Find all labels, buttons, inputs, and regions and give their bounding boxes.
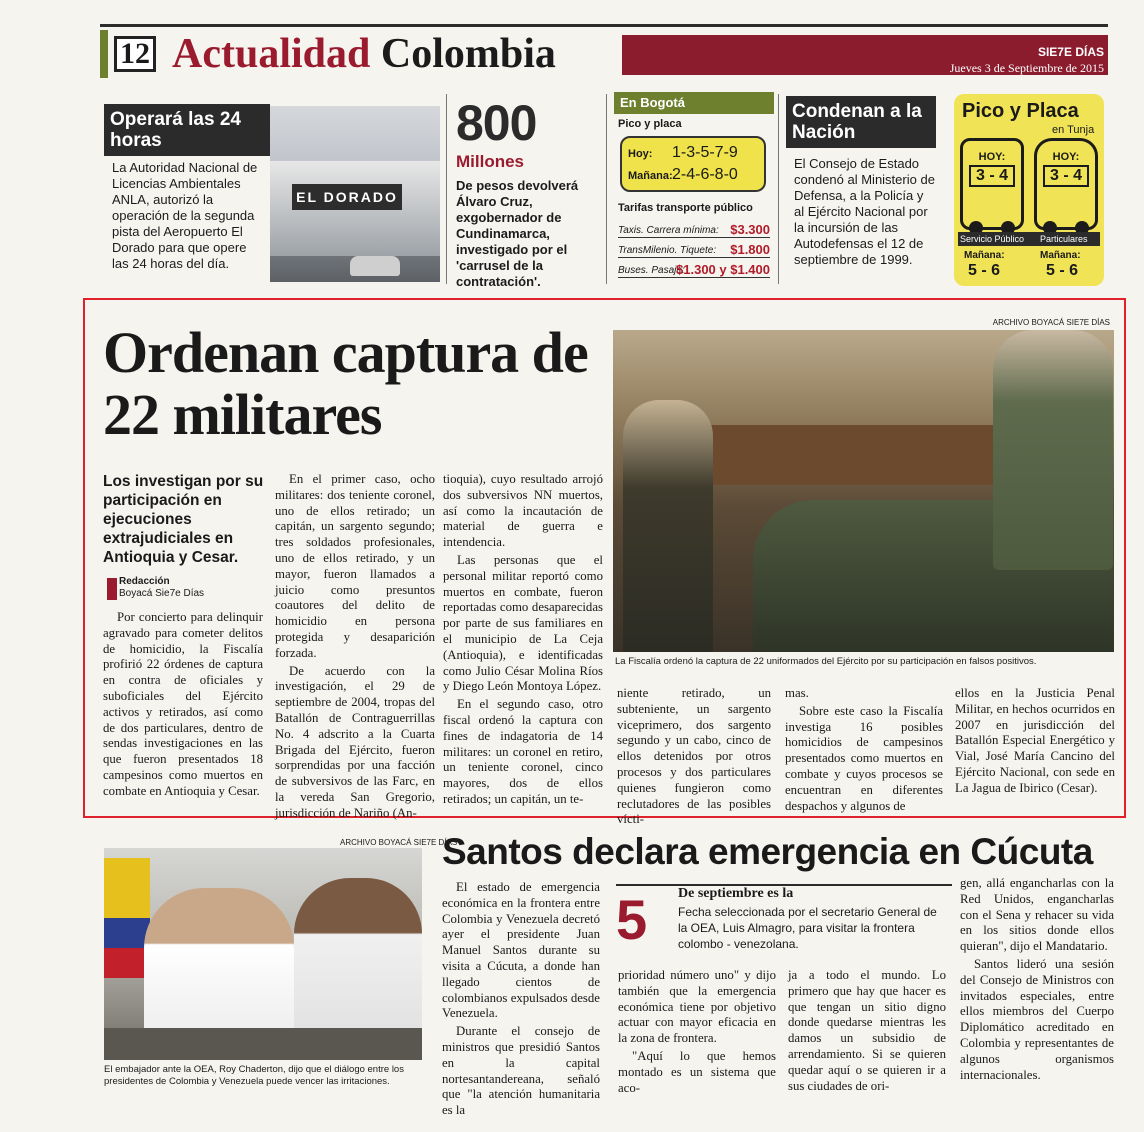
brief-millones-text: De pesos devolverá Álvaro Cruz, exgobernador de Cundinamarca, investigado por el 'carrusel de la contratación'. <box>456 178 579 289</box>
pico-placa-label: Pico y placa <box>618 118 682 130</box>
main-photo-caption: La Fiscalía ordenó la captura de 22 uniformados del Ejército por su participación en falsos positivos. <box>615 656 1037 667</box>
publico-manana-value: 5 - 6 <box>968 262 1001 279</box>
publico-manana-label: Mañana: <box>964 250 1005 261</box>
particular-manana-value: 5 - 6 <box>1046 262 1079 279</box>
paragraph: El estado de emergencia económica en la frontera entre Colombia y Venezuela decretó ayer el presidente Juan Manuel Santos durante su visita a Cúcuta, a donde han llegado cientos de colombianos expulsados desde Venezuela. <box>442 880 600 1021</box>
plate-manana-value: 2-4-6-8-0 <box>672 166 738 183</box>
second-col-4 <box>960 876 1114 1083</box>
paragraph: ellos en la Justicia Penal Militar, en hechos ocurridos en 2007 en jurisdicción del Batallón Especial Energético y Vial, José María Cancino del Ejército Nacional, con sede en La Jagua de Ibirico (Cesar). <box>955 686 1115 795</box>
airport-photo <box>270 106 440 282</box>
brief-anla <box>104 94 444 284</box>
paragraph: gen, allá engancharlas con la Red Unidos, engancharlas con el Sena y rehacer su vida en los sitios donde ellos quieran", dijo el Mandatario. <box>960 876 1114 954</box>
plate-hoy-value: 1-3-5-7-9 <box>672 144 738 161</box>
tarifa-row <box>618 240 770 258</box>
paragraph: De acuerdo con la investigación, el 29 de septiembre de 2004, tropas del Batallón de Contraguerrillas No. 4 adscrito a la Cuarta Brigada del Ejército, fueron sorprendidas por una facción de subversivos de las Farc, en la vereda San Gregorio, jurisdicción de Nariño (An- <box>275 663 435 820</box>
tarifas-title: Tarifas transporte público <box>618 202 753 214</box>
car-hoy-label: HOY: <box>1052 151 1080 163</box>
tarifa-value: $1.300 y $1.400 <box>676 262 770 277</box>
main-col-3 <box>443 472 603 808</box>
diplomats-photo <box>104 848 422 1060</box>
brief-millones-number: 800 <box>456 95 537 151</box>
main-headline: Ordenan captura de 22 militares <box>103 320 588 447</box>
brief-condenan-headline: Condenan a la Nación <box>786 96 936 148</box>
brief-millones-label: Millones <box>456 152 525 171</box>
main-photo-credit: ARCHIVO BOYACÁ SIE7E DÍAS <box>992 318 1110 327</box>
issue-date: Jueves 3 de Septiembre de 2015 <box>949 61 1104 75</box>
paragraph: Por concierto para delinquir agravado para cometer delitos de homicidio, la Fiscalía profirió 22 órdenes de captura en contra de oficiales y suboficiales del Ejército activos y retirados, así como de dos particulares, dentro de sendas investigaciones en las que fueron presentados 18 campesinos como muertos en combate en Antioquia y Cesar. <box>103 610 263 798</box>
brief-millones <box>452 94 602 289</box>
tarifa-label: Buses. Pasaje: <box>618 265 685 276</box>
paragraph: niente retirado, un subteniente, un sargento viceprimero, dos sargento segundo y un cabo, cinco de ellos detenidos por otros procesos y dos particulares quienes fungieron como reclutadores de las posibles vícti- <box>617 686 771 827</box>
main-col-2 <box>275 472 435 822</box>
court-hearing-photo <box>613 330 1114 652</box>
page-header <box>100 24 1108 78</box>
particular-caption: Particulares <box>1040 234 1088 244</box>
main-col-4 <box>617 686 771 828</box>
plate-row-manana <box>628 166 738 184</box>
second-photo-credit: ARCHIVO BOYACÁ SIE7E DÍAS <box>340 838 458 847</box>
second-col-1 <box>442 880 600 1119</box>
tunja-subtitle: en Tunja <box>1052 124 1095 136</box>
section-title-part2: Colombia <box>380 31 556 77</box>
bus-hoy-label: HOY: <box>978 151 1006 163</box>
brief-tunja <box>954 94 1104 286</box>
section-title <box>172 31 556 77</box>
main-deck: Los investigan por su participación en ejecuciones extrajudiciales en Antioquia y Cesar. <box>103 473 264 566</box>
brief-anla-text: La Autoridad Nacional de Licencias Ambientales ANLA, autorizó la operación de la segunda pista del Aeropuerto El Dorado para que opere las 24 horas del día. <box>112 160 258 271</box>
tarifa-label: Taxis. Carrera mínima: <box>618 225 719 236</box>
fact-heading: De septiembre es la <box>678 886 794 901</box>
column-rule <box>446 94 447 284</box>
byline-marker <box>107 578 117 600</box>
section-title-part1: Actualidad <box>172 31 371 77</box>
brief-anla-headline: Operará las 24 horas <box>104 104 270 156</box>
airport-sign-text: EL DORADO <box>292 184 402 210</box>
header-accent-bar <box>100 30 108 78</box>
tarifa-row <box>618 220 770 238</box>
fact-text: Fecha seleccionada por el secretario General de la OEA, Luis Almagro, para visitar la frontera colombo - venezolana. <box>678 905 937 951</box>
column-rule <box>778 94 779 284</box>
header-band <box>622 35 1108 75</box>
plate-hoy-label: Hoy: <box>628 148 653 160</box>
byline <box>119 576 204 600</box>
brief-condenan-text: El Consejo de Estado condenó al Ministerio de Defensa, a la Policía y al Ejército Nacional por la incursión de las Autodefensas el 12 de septiembre de 1999. <box>794 156 935 267</box>
tarifa-value: $1.800 <box>730 242 770 257</box>
page-number: 12 <box>114 36 156 72</box>
plate-box <box>620 136 766 192</box>
paragraph: ja a todo el mundo. Lo primero que hay que hacer es que tengan un sitio digno donde quedarse mientras les damos un subsidio de arrendamiento. Si se quieren quedar aquí o se quieren ir a sus ciudades de ori- <box>788 968 946 1093</box>
main-col-6 <box>955 686 1115 797</box>
tunja-title: Pico y Placa <box>962 100 1079 122</box>
fact-number: 5 <box>616 888 648 951</box>
paragraph: prioridad número uno" y dijo también que la emergencia económica tiene por objetivo actuar con mayor eficacia en la zona de frontera. <box>618 968 776 1046</box>
brief-condenan <box>786 94 946 284</box>
plate-row-hoy <box>628 144 738 162</box>
plate-manana-label: Mañana: <box>628 170 673 182</box>
paragraph: Santos lideró una sesión del Consejo de Ministros con invitados especiales, entre ellos miembros del Cuerpo Diplomático acreditado en Colombia y representantes de algunos organismos internacionales. <box>960 956 1114 1082</box>
second-headline: Santos declara emergencia en Cúcuta <box>442 831 1093 872</box>
second-col-3 <box>788 968 946 1094</box>
car-icon <box>1034 138 1098 230</box>
main-article <box>83 298 1126 827</box>
tarifa-row <box>618 260 770 278</box>
newspaper-brand: SIE7E DÍAS <box>1037 45 1104 59</box>
paragraph: Sobre este caso la Fiscalía investiga 16 posibles homicidios de campesinos presentados como muertos en combate y cuyos procesos se encuentran en diferentes despachos y algunos de <box>785 703 943 813</box>
paragraph: En el primer caso, ocho militares: dos teniente coronel, uno de ellos retirado; un capitán, un sargento segundo; tres soldados profesionales, uno de ellos retirado, y un mayor, fueron llamados a juicio como presuntos coautores del delito de homicidio en persona protegida y desaparición forzada. <box>275 472 435 660</box>
tarifa-value: $3.300 <box>730 222 770 237</box>
brief-bogota-header: En Bogotá <box>614 92 774 114</box>
publico-caption: Servicio Público <box>960 234 1025 244</box>
main-col-1 <box>103 610 263 800</box>
paragraph: Las personas que el personal militar reportó como muertos en combate, fueron reportadas como desaparecidas por parte de sus familiares en el municipio de La Ceja (Antioquia), e identificadas como Julio César Molina Ríos y Diego León Montoya López. <box>443 552 603 694</box>
brief-bogota <box>614 92 774 288</box>
paragraph: En el segundo caso, otro fiscal ordenó la captura con fines de indagatoria de 14 militares: un coronel en retiro, un teniente coronel, cinco mayores, dos de ellos retirados; un capitán, un te- <box>443 697 603 806</box>
byline-outlet: Boyacá Sie7e Días <box>119 588 205 599</box>
car-hoy-value: 3 - 4 <box>1043 165 1089 187</box>
tarifa-label: TransMilenio. Tiquete: <box>618 245 717 256</box>
second-col-2 <box>618 968 776 1096</box>
paragraph: mas. <box>785 686 809 700</box>
paragraph: Durante el consejo de ministros que presidió Santos en la capital nortesantandereana, señaló que "la atención humanitaria es la <box>442 1024 600 1118</box>
main-col-5 <box>785 686 943 814</box>
second-photo-caption: El embajador ante la OEA, Roy Chaderton, dijo que el diálogo entre los presidentes de Colombia y Venezuela puede vencer las irritaciones. <box>104 1064 404 1087</box>
byline-name: Redacción <box>119 576 170 587</box>
paragraph: tioquia), cuyo resultado arrojó dos subversivos NN muertos, así como la incautación de material de guerra e intendencia. <box>443 472 603 550</box>
bus-icon <box>960 138 1024 230</box>
particular-manana-label: Mañana: <box>1040 250 1081 261</box>
paragraph: "Aquí lo que hemos montado es un sistema que aco- <box>618 1048 776 1095</box>
column-rule <box>606 94 607 284</box>
bus-hoy-value: 3 - 4 <box>969 165 1015 187</box>
